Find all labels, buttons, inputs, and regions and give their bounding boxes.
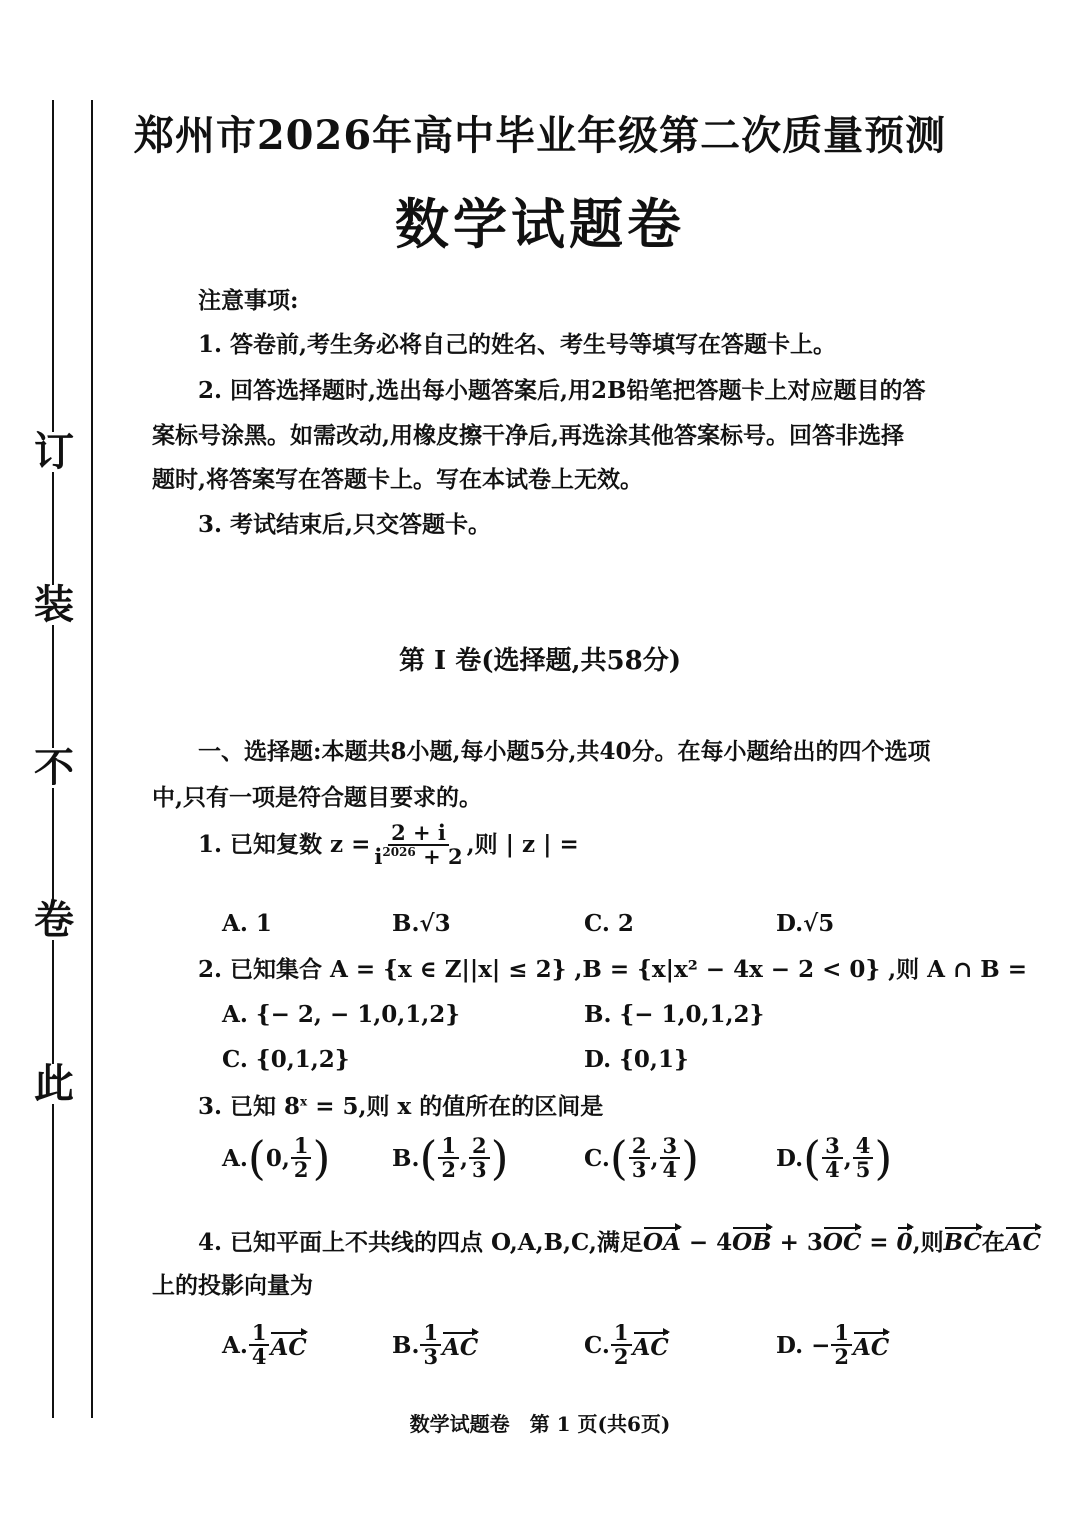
q3-a-left: 0, <box>265 1144 290 1172</box>
q3-option-a-label: A. <box>222 1144 248 1172</box>
q3-d-lparen: ( <box>803 1131 822 1186</box>
q1-den-exp: 2026 <box>382 845 416 860</box>
q3-a-frac <box>291 1135 312 1181</box>
q3-c-rparen: ) <box>681 1131 700 1186</box>
q2-option-a[interactable]: A. {− 2, − 1,0,1,2} <box>222 1001 461 1028</box>
notice-item-2-line-1: 2. 回答选择题时,选出每小题答案后,用2B铅笔把答题卡上对应题目的答 <box>198 377 926 404</box>
question-2-stem: 2. 已知集合 A = {x ∈ Z||x| ≤ 2} ,B = {x|x² − 4x − 2 < 0} ,则 A ∩ B = <box>198 956 1028 983</box>
q4-a-vector: AC <box>270 1330 306 1361</box>
notice-item-2-line-2: 案标号涂黑。如需改动,用橡皮擦干净后,再选涂其他答案标号。回答非选择 <box>152 422 905 449</box>
q3-option-c-label: C. <box>584 1144 610 1172</box>
q1-option-a[interactable]: A. 1 <box>222 910 272 937</box>
q1-option-b[interactable] <box>392 910 451 937</box>
notice-item-1: 1. 答卷前,考生务必将自己的姓名、考生号等填写在答题卡上。 <box>198 331 837 358</box>
q3-d-comma: , <box>843 1144 852 1172</box>
q3-c-num-2: 3 <box>660 1135 681 1159</box>
q2-option-c[interactable]: C. {0,1,2} <box>222 1046 350 1073</box>
q3-d-num-1: 3 <box>822 1135 843 1159</box>
q3-d-rparen: ) <box>874 1131 893 1186</box>
q3-option-b-label: B. <box>392 1144 420 1172</box>
q3-c-num-1: 2 <box>629 1135 650 1159</box>
q3-a-den: 2 <box>293 1157 309 1183</box>
q4-c-den: 2 <box>613 1344 629 1370</box>
q4-option-c[interactable] <box>584 1322 669 1368</box>
q1-denominator <box>371 846 465 868</box>
binding-char-ding: 订 <box>26 432 82 472</box>
q3-a-rparen: ) <box>312 1131 331 1186</box>
q3-c-lparen: ( <box>609 1131 628 1186</box>
exam-subtitle: 数学试题卷 <box>395 193 685 256</box>
q3-d-frac-2 <box>853 1135 874 1181</box>
notice-item-3: 3. 考试结束后,只交答题卡。 <box>198 511 492 538</box>
part1-instruction-line-2: 中,只有一项是符合题目要求的。 <box>152 784 483 811</box>
q4-zero-vector: 0 <box>897 1225 913 1257</box>
q4-option-a[interactable] <box>222 1322 307 1368</box>
q3-option-c[interactable] <box>584 1131 700 1186</box>
question-1-stem <box>198 822 579 868</box>
q4-a-num: 1 <box>249 1322 270 1346</box>
q4-vector-ac: AC <box>1005 1225 1041 1257</box>
q4-plus-3: + 3 <box>771 1229 823 1256</box>
q4-a-den: 4 <box>251 1344 267 1370</box>
page-footer: 数学试题卷 第 1 页(共6页) <box>409 1412 671 1436</box>
q4-d-den: 2 <box>834 1344 850 1370</box>
q4-equals: = <box>861 1229 897 1256</box>
q4-c-vector: AC <box>633 1330 669 1361</box>
q4-option-a-label: A. <box>222 1331 248 1359</box>
q3-option-a[interactable] <box>222 1131 331 1186</box>
q3-d-den-1: 4 <box>825 1157 840 1183</box>
q3-d-den-2: 5 <box>855 1157 871 1183</box>
q4-then: ,则 <box>912 1229 944 1256</box>
q3-a-lparen: ( <box>247 1131 266 1186</box>
q1-prefix: 1. 已知复数 z = <box>198 831 371 859</box>
q4-option-c-label: C. <box>584 1331 610 1359</box>
q3-b-rparen: ) <box>490 1131 509 1186</box>
notice-heading: 注意事项: <box>198 287 299 314</box>
q4-option-d-label: D. − <box>776 1331 831 1359</box>
q4-b-den: 3 <box>423 1344 439 1370</box>
section-title: 第 Ⅰ 卷(选择题,共58分) <box>398 646 682 676</box>
q3-c-frac-2 <box>660 1135 681 1181</box>
q3-c-den-2: 4 <box>662 1157 678 1183</box>
q4-vector-bc: BC <box>944 1225 982 1257</box>
q3-b-num-2: 2 <box>469 1135 490 1159</box>
q3-a-num: 1 <box>291 1135 312 1159</box>
q3-c-frac-1 <box>629 1135 650 1181</box>
q3-c-comma: , <box>650 1144 659 1172</box>
q4-a-frac <box>249 1322 270 1368</box>
binding-char-juan: 卷 <box>26 900 82 940</box>
q1-den-rest: + 2 <box>415 844 463 870</box>
binding-char-zhuang: 装 <box>26 585 82 625</box>
q1-option-c[interactable]: C. 2 <box>584 910 634 937</box>
q2-option-d[interactable]: D. {0,1} <box>584 1046 689 1073</box>
q3-b-den-2: 3 <box>472 1157 487 1183</box>
question-4-stem-line-1 <box>198 1225 1041 1257</box>
q4-d-vector: AC <box>853 1330 889 1361</box>
q3-b-frac-1 <box>438 1135 459 1181</box>
q3-option-d[interactable] <box>776 1131 893 1186</box>
q4-vector-oa: OA <box>643 1225 681 1257</box>
q4-b-num: 1 <box>420 1322 441 1346</box>
q3-option-b[interactable] <box>392 1131 509 1186</box>
q1-suffix: ,则 | z | = <box>466 831 579 859</box>
q1-option-d-value: √5 <box>803 910 835 937</box>
q2-option-b[interactable]: B. {− 1,0,1,2} <box>584 1001 765 1028</box>
q3-d-frac-1 <box>822 1135 843 1181</box>
q4-c-num: 1 <box>611 1322 632 1346</box>
q4-d-frac <box>831 1322 852 1368</box>
q3-b-comma: , <box>460 1144 469 1172</box>
q4-option-b-label: B. <box>392 1331 420 1359</box>
q3-b-lparen: ( <box>419 1131 438 1186</box>
q4-c-frac <box>611 1322 632 1368</box>
q4-d-num: 1 <box>831 1322 852 1346</box>
binding-char-bu: 不 <box>26 748 82 788</box>
q4-on: 在 <box>981 1229 1005 1256</box>
q1-option-d-label: D. <box>776 910 804 937</box>
q3-b-den-1: 2 <box>441 1157 457 1183</box>
q1-fraction <box>371 822 465 868</box>
q4-vector-ob: OB <box>732 1225 771 1257</box>
q1-option-b-value: √3 <box>419 910 451 937</box>
q3-stem-b: = 5,则 x 的值所在的区间是 <box>307 1093 604 1120</box>
exam-title: 郑州市2026年高中毕业年级第二次质量预测 <box>133 112 947 159</box>
q1-option-b-label: B. <box>392 910 420 937</box>
q3-b-num-1: 1 <box>438 1135 459 1159</box>
notice-item-2-line-3: 题时,将答案写在答题卡上。写在本试卷上无效。 <box>152 466 644 493</box>
q3-d-num-2: 4 <box>853 1135 874 1159</box>
q3-option-d-label: D. <box>776 1144 804 1172</box>
q4-minus-4: − 4 <box>680 1229 733 1256</box>
q1-numerator: 2 + i <box>388 822 449 846</box>
q1-option-d[interactable] <box>776 910 834 937</box>
q1-den-base: i <box>374 844 383 870</box>
q3-stem-exp: x <box>300 1094 308 1109</box>
q4-vector-oc: OC <box>823 1225 861 1257</box>
binding-char-ci: 此 <box>26 1064 82 1104</box>
q4-option-b[interactable] <box>392 1322 478 1368</box>
q4-stem-a: 4. 已知平面上不共线的四点 O,A,B,C,满足 <box>198 1229 643 1256</box>
part1-instruction-line-1: 一、选择题:本题共8小题,每小题5分,共40分。在每小题给出的四个选项 <box>198 738 931 765</box>
q3-c-den-1: 3 <box>631 1157 647 1183</box>
question-4-stem-line-2: 上的投影向量为 <box>152 1272 313 1299</box>
q3-stem-a: 3. 已知 8 <box>198 1093 301 1120</box>
binding-margin-line-right <box>91 100 93 1418</box>
q4-option-d[interactable] <box>776 1322 889 1368</box>
q4-b-vector: AC <box>442 1330 478 1361</box>
q3-b-frac-2 <box>469 1135 490 1181</box>
question-3-stem <box>198 1093 603 1121</box>
q4-b-frac <box>420 1322 441 1368</box>
